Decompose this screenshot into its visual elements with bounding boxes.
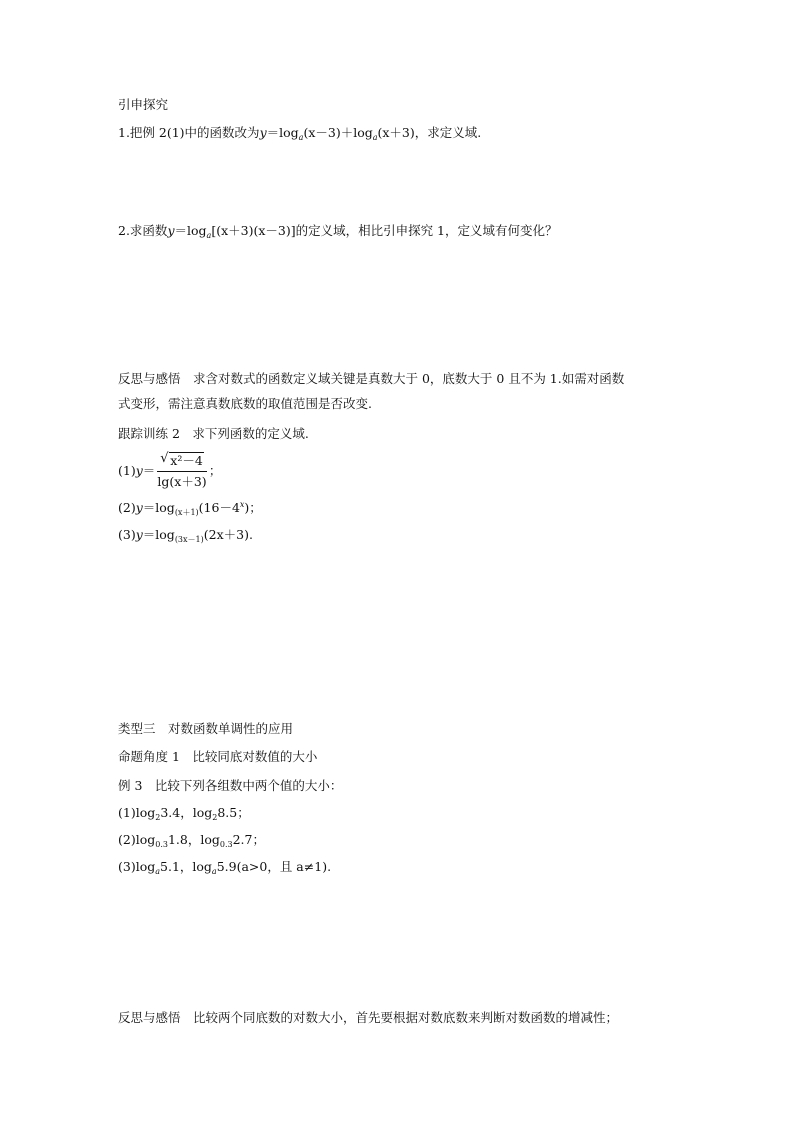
ext2-suffix: 的定义域，相比引申探究 1，定义域有何变化？ [295,223,558,238]
ext2-arg: [(x＋3)(x－3)] [211,223,296,238]
ext1-prefix: 1.把例 2(1)中的函数改为 [118,125,260,140]
e1-value2: 8.5； [217,805,250,820]
e2-label: (2)log [118,832,156,847]
ext1-suffix: ，求定义域. [414,125,482,140]
ext1-log2: (x＋3) [377,125,415,140]
e1-base2: 2 [212,813,218,822]
type3-heading: 类型三 对数函数单调性的应用 [118,721,294,736]
extension-item-1: 1.把例 2(1)中的函数改为$y=\log_a(x-3)+\log_a(x+3)$，求定义域. [118,125,482,142]
practice-item-3: $(3)y=\log_{(3x-1)}(2x+3)$. [118,527,253,544]
e3-value1: 5.1，log [160,859,212,874]
e3-value2: 5.9(a>0，且 a≠1). [216,859,332,874]
e1-base1: 2 [155,813,161,822]
reflect1-line1: 反思与感悟 求含对数式的函数定义域关键是真数大于 0，底数大于 0 且不为 1.如需对函数 [118,371,625,386]
extension-heading: 引申探究 [118,97,169,112]
e3-label: (3)log [118,859,156,874]
practice-item1-label: (1) [118,463,136,478]
fraction [157,452,207,491]
practice-item1-num: x²－4 [170,453,203,468]
example3-item-3 [118,859,331,875]
practice-item2-base: (x＋1) [174,508,199,517]
practice-item1-den: lg(x＋3) [157,474,207,489]
practice-item-2: $(2)y=\log_{(x+1)}(16-4^x)$； [118,500,262,517]
practice-item3-label: (3) [118,527,136,542]
e2-value1: 1.8，log [167,832,220,847]
practice-item2-exp: x [239,500,245,509]
practice-item2-arg: (16－4 [198,500,240,515]
reflect2: 反思与感悟 比较两个同底数的对数大小，首先要根据对数底数来判断对数函数的增减性； [118,1010,619,1025]
reflect1-line2: 式变形，需注意真数底数的取值范围是否改变. [118,396,372,411]
practice-heading: 跟踪训练 2 求下列函数的定义域. [118,426,309,441]
practice-item3-base: (3x－1) [174,535,204,544]
e2-value2: 2.7； [232,832,265,847]
angle1-heading: 命题角度 1 比较同底对数值的大小 [118,749,318,764]
practice-item1-end: ； [208,463,222,478]
extension-item-2: 2.求函数$y=\log_a[(x+3)(x-3)]$的定义域，相比引申探究 1，定义域有何变化？ [118,223,558,240]
practice-item2-label: (2) [118,500,136,515]
example3-item-1 [118,805,250,821]
e1-label: (1)log [118,805,156,820]
example3-heading: 例 3 比较下列各组数中两个值的大小： [118,778,343,793]
e2-base1: 0.3 [155,840,168,849]
ext2-prefix: 2.求函数 [118,223,168,238]
e3-base2: a [211,867,217,876]
ext1-log1: (x－3)＋log [303,125,373,140]
e1-value1: 3.4，log [160,805,213,820]
practice-item-1: (1)y＝ √ x²－4 lg(x＋3) ； [118,451,222,489]
sqrt-sign: √ x²－4 [160,451,203,468]
example3-item-2 [118,832,265,848]
practice-item3-arg: (2x＋3). [203,527,253,542]
e2-base2: 0.3 [219,840,233,849]
e3-base1: a [155,867,161,876]
practice-item2-end: )； [244,500,262,515]
